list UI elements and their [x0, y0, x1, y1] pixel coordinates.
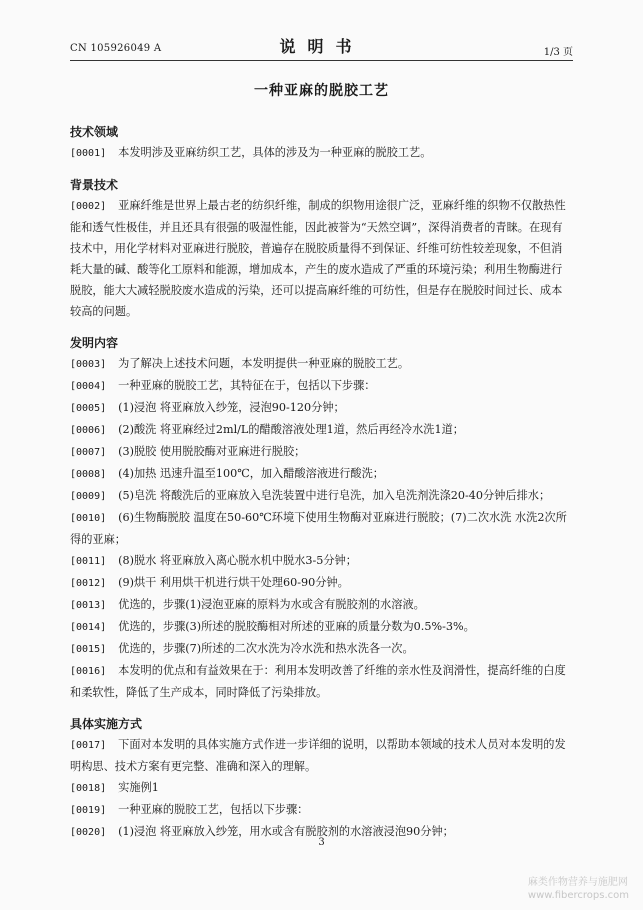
- paragraph-number: [0019]: [70, 805, 107, 816]
- paragraph: [70, 638, 573, 660]
- site-watermark: [528, 876, 629, 902]
- paragraph: [70, 572, 573, 594]
- paragraph: [70, 441, 573, 463]
- paragraph: [70, 616, 573, 638]
- paragraph-text: 实施例1: [118, 781, 159, 794]
- paragraph-text: (5)皂洗 将酸洗后的亚麻放入皂洗装置中进行皂洗，加入皂洗剂洗涤20-40分钟后排水；: [118, 489, 551, 502]
- section-heading-background: 背景技术: [70, 178, 119, 192]
- paragraph: [70, 463, 573, 485]
- paragraph-number: [0016]: [70, 666, 107, 677]
- paragraph-text: 亚麻纤维是世界上最古老的纺织纤维，制成的织物用途很广泛，亚麻纤维的织物不仅散热性能和透气性极佳，并且还具有很强的吸湿性能，因此被誉为“天然空调”，深得消费者的青睐。在现有技术中，用化学材料对亚麻进行脱胶，普遍存在脱胶质量得不到保证、纤维可纺性较差现象，不但消耗大量的碱、酸等化工原料和能源，增加成本，产生的废水造成了严重的环境污染；利用生物酶进行脱胶，能大大减轻脱胶废水造成的污染，还可以提高麻纤维的可纺性，但是存在脱胶时间过长、成本较高的问题。: [70, 199, 566, 318]
- paragraph: [70, 734, 573, 777]
- patent-number: CN 105926049 A: [70, 43, 162, 54]
- watermark-url: www.fibercrops.com: [527, 890, 629, 901]
- paragraph: [70, 485, 573, 507]
- paragraph: [70, 419, 573, 441]
- paragraph-text: (6)生物酶脱胶 温度在50-60℃环境下使用生物酶对亚麻进行脱胶；(7)二次水洗 水洗2次所得的亚麻；: [70, 511, 567, 546]
- paragraph-number: [0012]: [70, 578, 107, 589]
- paragraph: [70, 195, 573, 322]
- paragraph-number: [0001]: [70, 148, 107, 159]
- paragraph-number: [0018]: [70, 783, 107, 794]
- paragraph-text: (2)酸洗 将亚麻经过2ml/L的醋酸溶液处理1道，然后再经冷水洗1道；: [118, 423, 464, 436]
- paragraph: [70, 594, 573, 616]
- paragraph-text: (4)加热 迅速升温至100℃，加入醋酸溶液进行酸洗；: [118, 467, 384, 480]
- paragraph-text: 一种亚麻的脱胶工艺，其特征在于，包括以下步骤：: [118, 379, 376, 392]
- document-type: 说明书: [279, 37, 364, 56]
- paragraph: [70, 397, 573, 419]
- section-heading-invention: 发明内容: [70, 336, 119, 350]
- paragraph-number: [0002]: [70, 201, 107, 212]
- paragraph: [70, 142, 573, 164]
- paragraph-text: 下面对本发明的具体实施方式作进一步详细的说明，以帮助本领域的技术人员对本发明的发明构思、技术方案有更完整、准确和深入的理解。: [70, 738, 566, 773]
- paragraph-number: [0006]: [70, 425, 107, 436]
- paragraph-text: 优选的，步骤(3)所述的脱胶酶相对所述的亚麻的质量分数为0.5%-3%。: [118, 620, 475, 633]
- section-heading-field: 技术领域: [70, 125, 119, 139]
- paragraph-number: [0013]: [70, 600, 107, 611]
- paragraph-number: [0011]: [70, 556, 107, 567]
- paragraph-text: (1)浸泡 将亚麻放入纱笼，浸泡90-120分钟；: [118, 401, 345, 414]
- watermark-title: 麻类作物营养与施肥网: [527, 877, 628, 888]
- paragraph: [70, 353, 573, 375]
- paragraph-text: (8)脱水 将亚麻放入离心脱水机中脱水3-5分钟；: [118, 554, 357, 567]
- paragraph-text: 本发明的优点和有益效果在于：利用本发明改善了纤维的亲水性及润滑性，提高纤维的白度和柔软性，降低了生产成本，同时降低了污染排放。: [70, 664, 566, 699]
- paragraph-number: [0017]: [70, 740, 107, 751]
- paragraph-number: [0020]: [70, 827, 107, 838]
- paragraph-text: (9)烘干 利用烘干机进行烘干处理60-90分钟。: [118, 576, 349, 589]
- paragraph-number: [0005]: [70, 403, 107, 414]
- paragraph-number: [0009]: [70, 491, 107, 502]
- paragraph-number: [0004]: [70, 381, 107, 392]
- paragraph-text: 一种亚麻的脱胶工艺，包括以下步骤：: [118, 803, 309, 816]
- document-body: [70, 122, 573, 843]
- paragraph: [70, 507, 573, 550]
- paragraph-text: 为了解决上述技术问题，本发明提供一种亚麻的脱胶工艺。: [118, 357, 410, 370]
- page-indicator: 1/3 页: [543, 47, 573, 58]
- paragraph-number: [0008]: [70, 469, 107, 480]
- paragraph-text: 本发明涉及亚麻纺织工艺，具体的涉及为一种亚麻的脱胶工艺。: [118, 146, 432, 159]
- paragraph-number: [0003]: [70, 359, 107, 370]
- paragraph-number: [0014]: [70, 622, 107, 633]
- paragraph: [70, 777, 573, 799]
- paragraph: [70, 375, 573, 397]
- paragraph-text: 优选的，步骤(1)浸泡亚麻的原料为水或含有脱胶剂的水溶液。: [118, 598, 425, 611]
- page-number: 3: [318, 837, 325, 848]
- paragraph-text: 优选的，步骤(7)所述的二次水洗为冷水洗和热水洗各一次。: [118, 642, 414, 655]
- page-header: [70, 34, 573, 58]
- paragraph: [70, 550, 573, 572]
- section-heading-embodiment: 具体实施方式: [70, 717, 143, 731]
- paragraph-text: (3)脱胶 使用脱胶酶对亚麻进行脱胶；: [118, 445, 306, 458]
- paragraph-number: [0007]: [70, 447, 107, 458]
- paragraph-number: [0010]: [70, 513, 107, 524]
- paragraph: [70, 660, 573, 703]
- header-divider: [70, 60, 573, 61]
- paragraph-number: [0015]: [70, 644, 107, 655]
- paragraph: [70, 799, 573, 821]
- paragraph-text: (1)浸泡 将亚麻放入纱笼，用水或含有脱胶剂的水溶液浸泡90分钟；: [118, 825, 454, 838]
- document-title: 一种亚麻的脱胶工艺: [254, 83, 389, 99]
